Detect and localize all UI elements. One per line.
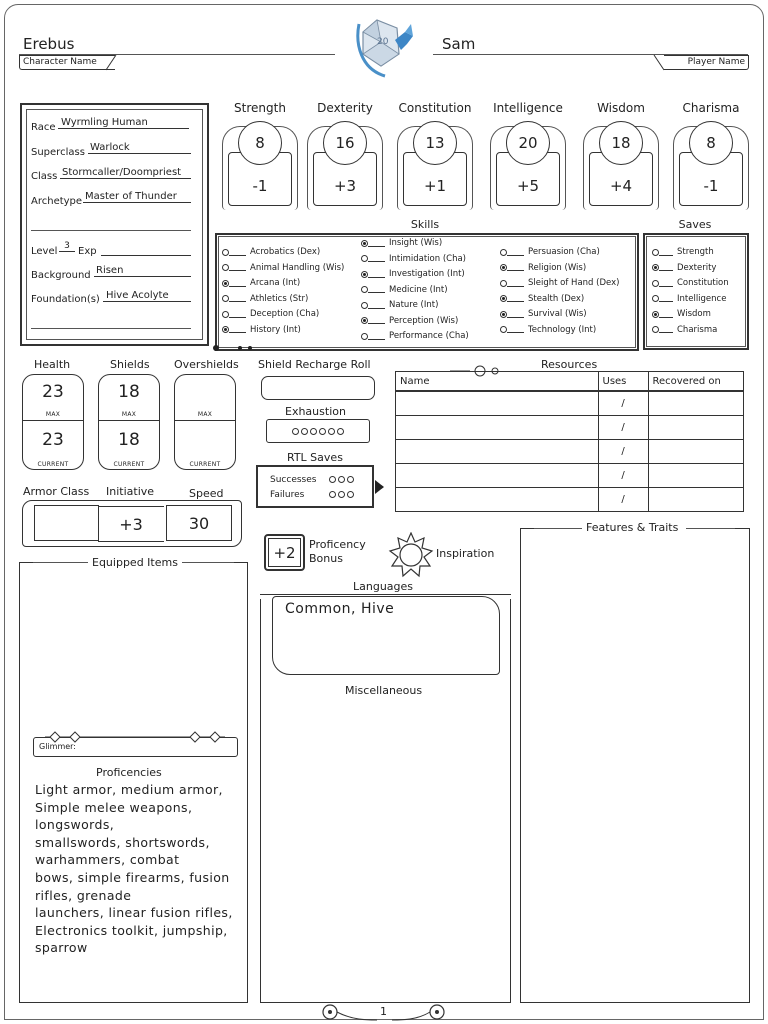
resource-recovered-cell[interactable] [648, 415, 743, 439]
max-label: MAX [45, 411, 61, 418]
save-item[interactable] [652, 278, 729, 288]
foundations-label: Foundation(s) [31, 294, 100, 305]
save-label: Wisdom [677, 309, 711, 319]
overshields-current[interactable] [182, 425, 228, 455]
proficiency-dot[interactable] [500, 326, 507, 333]
skill-label: Performance (Cha) [389, 331, 469, 341]
proficiencies-title: Proficencies [96, 766, 162, 779]
skill-label: Technology (Int) [528, 324, 597, 335]
skill-label: Arcana (Int) [250, 278, 301, 288]
shield-recharge-field[interactable] [261, 376, 375, 400]
skill-label: Perception (Wis) [389, 315, 459, 326]
save-label: Constitution [677, 278, 729, 288]
proficiency-dot[interactable] [222, 264, 229, 271]
skill-item[interactable] [222, 278, 300, 288]
resource-uses-cell[interactable]: / [598, 391, 648, 415]
proficiency-label-1: Proficency [309, 538, 366, 551]
misc-title: Miscellaneous [345, 684, 423, 697]
max-label: MAX [197, 411, 213, 418]
proficiency-dot[interactable] [222, 326, 229, 333]
resource-recovered-cell[interactable] [648, 391, 743, 415]
skill-label: Investigation (Int) [389, 269, 465, 279]
rtl-box [256, 465, 374, 508]
rtl-title: RTL Saves [287, 451, 343, 464]
features-title: Features & Traits [586, 521, 679, 534]
shields-max[interactable]: 18 [118, 382, 140, 402]
foundations-field[interactable]: Hive Acolyte [103, 290, 191, 302]
resource-uses-cell[interactable]: / [598, 487, 648, 511]
ability-score-wisdom[interactable]: 18 [599, 121, 643, 165]
resource-recovered-cell[interactable] [648, 439, 743, 463]
skill-item[interactable] [361, 300, 438, 310]
proficiency-dot[interactable] [222, 311, 229, 318]
proficiency-label-2: Bonus [309, 552, 343, 565]
proficiency-bonus-field[interactable]: +2 [264, 534, 305, 571]
resources-column-header: Name [396, 372, 598, 391]
background-field[interactable]: Risen [94, 265, 191, 277]
ability-score-strength[interactable]: 8 [238, 121, 282, 165]
skill-item[interactable] [500, 247, 600, 257]
proficiency-dot[interactable] [361, 240, 368, 247]
shields-current[interactable]: 18 [118, 430, 140, 450]
save-label: Dexterity [677, 262, 717, 273]
ability-name-wisdom: Wisdom [597, 101, 645, 115]
skill-item[interactable] [361, 254, 466, 264]
proficiency-dot[interactable] [652, 311, 659, 318]
rtl-failures-label: Failures [270, 490, 305, 500]
overshields-max[interactable] [182, 377, 228, 407]
resources-column-header: Recovered on [648, 372, 743, 391]
rtl-successes-pips[interactable] [329, 476, 354, 483]
proficiency-dot[interactable] [500, 280, 507, 287]
ability-score-constitution[interactable]: 13 [413, 121, 457, 165]
level-field[interactable]: 3 [59, 241, 75, 252]
ability-name-constitution: Constitution [398, 101, 472, 115]
ability-modifier-wisdom[interactable]: +4 [589, 152, 653, 206]
speed-label: Speed [189, 487, 224, 500]
languages-title: Languages [353, 580, 414, 593]
skill-item[interactable] [361, 269, 465, 279]
save-item[interactable] [652, 247, 714, 257]
proficiency-dot[interactable] [361, 333, 368, 340]
resource-uses-cell[interactable]: / [598, 463, 648, 487]
character-name[interactable]: Erebus [23, 35, 75, 53]
proficiency-dot[interactable] [222, 295, 229, 302]
skill-label: Acrobatics (Dex) [250, 247, 321, 257]
table-row[interactable] [396, 463, 743, 487]
proficiency-dot[interactable] [652, 249, 659, 256]
current-label: CURRENT [37, 461, 69, 468]
ability-score-intelligence[interactable]: 20 [506, 121, 550, 165]
skill-label: Insight (Wis) [389, 238, 443, 248]
skill-label: Intimidation (Cha) [389, 253, 466, 264]
character-name-label: Character Name [19, 55, 115, 70]
resources-column-header: Uses [598, 372, 648, 391]
player-name-label: Player Name [664, 55, 749, 70]
current-label: CURRENT [113, 461, 145, 468]
table-row[interactable] [396, 415, 743, 439]
exhaustion-pip[interactable] [310, 428, 317, 435]
proficiency-dot[interactable] [652, 280, 659, 287]
skill-item[interactable] [500, 325, 596, 335]
superclass-field[interactable]: Warlock [88, 142, 191, 154]
exhaustion-pip[interactable] [328, 428, 335, 435]
ability-name-intelligence: Intelligence [493, 101, 563, 115]
table-row[interactable] [396, 391, 743, 415]
proficiency-dot[interactable] [652, 264, 659, 271]
skill-item[interactable] [361, 238, 442, 248]
resources-table [395, 371, 744, 512]
save-item[interactable] [652, 309, 711, 319]
save-item[interactable] [652, 294, 726, 304]
health-max[interactable]: 23 [42, 382, 64, 402]
skill-label: Stealth (Dex) [528, 293, 585, 304]
archetype-field[interactable]: Master of Thunder [83, 191, 191, 203]
skill-item[interactable] [500, 278, 619, 288]
proficiency-dot[interactable] [222, 280, 229, 287]
exp-field[interactable] [101, 243, 191, 256]
proficiency-dot[interactable] [361, 271, 368, 278]
save-label: Strength [677, 247, 714, 257]
table-row[interactable] [396, 487, 743, 511]
saves-title: Saves [678, 218, 712, 231]
exhaustion-label: Exhaustion [285, 405, 346, 418]
rtl-failures-pips[interactable] [329, 491, 354, 498]
skill-item[interactable] [222, 263, 344, 273]
health-label: Health [34, 358, 71, 371]
table-row[interactable] [396, 439, 743, 463]
resource-recovered-cell[interactable] [648, 463, 743, 487]
skill-item[interactable] [500, 294, 584, 304]
page-number: 1 [380, 1005, 387, 1018]
proficiency-dot[interactable] [652, 326, 659, 333]
resource-name-cell[interactable] [396, 415, 598, 439]
ability-modifier-charisma[interactable]: -1 [679, 152, 743, 206]
proficiency-dot[interactable] [361, 255, 368, 262]
speed-field[interactable]: 30 [166, 505, 232, 541]
ability-modifier-dexterity[interactable]: +3 [313, 152, 377, 206]
resource-name-cell[interactable] [396, 439, 598, 463]
resource-name-cell[interactable] [396, 391, 598, 415]
class-label: Class [31, 171, 58, 182]
skill-item[interactable] [361, 331, 469, 341]
exhaustion-pip[interactable] [301, 428, 308, 435]
proficiency-dot[interactable] [652, 295, 659, 302]
initiative-field[interactable]: +3 [98, 506, 164, 542]
skill-item[interactable] [222, 294, 308, 304]
save-item[interactable] [652, 263, 716, 273]
shield-recharge-label: Shield Recharge Roll [258, 358, 371, 371]
health-current[interactable]: 23 [42, 430, 64, 450]
skill-label: Nature (Int) [389, 300, 439, 310]
shields-label: Shields [110, 358, 150, 371]
skill-item[interactable] [222, 247, 320, 257]
save-label: Intelligence [677, 293, 727, 304]
skill-label: History (Int) [250, 324, 301, 335]
features-panel[interactable] [520, 535, 750, 1003]
proficiency-dot[interactable] [361, 302, 368, 309]
inspiration-icon[interactable] [388, 532, 434, 581]
ability-score-charisma[interactable]: 8 [689, 121, 733, 165]
skill-label: Religion (Wis) [528, 262, 587, 273]
rtl-successes-label: Successes [270, 475, 317, 485]
skill-label: Deception (Cha) [250, 309, 320, 319]
resource-recovered-cell[interactable] [648, 487, 743, 511]
proficiency-dot[interactable] [500, 249, 507, 256]
proficiency-dot[interactable] [500, 295, 507, 302]
skill-label: Persuasion (Cha) [528, 247, 600, 257]
player-name[interactable]: Sam [442, 35, 476, 53]
resource-uses-cell[interactable]: / [598, 415, 648, 439]
skill-item[interactable] [500, 309, 587, 319]
skill-label: Animal Handling (Wis) [250, 262, 345, 273]
proficiency-dot[interactable] [361, 317, 368, 324]
svg-text:20: 20 [377, 37, 389, 47]
resource-name-cell[interactable] [396, 463, 598, 487]
resource-name-cell[interactable] [396, 487, 598, 511]
proficiencies-text[interactable]: Light armor, medium armor, Simple melee weapons, longswords, smallswords, shortswords, warhammers, combat bows, simple firearms, fusion rifles, grenade launchers, linear fusion rifles, Electronics toolkit, jumpship, sparrow [35, 782, 233, 956]
superclass-label: Superclass [31, 147, 85, 158]
max-label: MAX [121, 411, 137, 418]
languages-field[interactable]: Common, Hive [272, 596, 500, 675]
skill-label: Sleight of Hand (Dex) [528, 278, 620, 288]
ability-name-strength: Strength [234, 101, 286, 115]
level-label: Level [31, 246, 58, 257]
exp-label: Exp [78, 246, 97, 257]
race-field[interactable]: Wyrmling Human [58, 117, 189, 129]
ability-modifier-strength[interactable]: -1 [228, 152, 292, 206]
skill-item[interactable] [361, 316, 458, 326]
exhaustion-pip[interactable] [292, 428, 299, 435]
save-label: Charisma [677, 324, 718, 335]
ability-modifier-constitution[interactable]: +1 [403, 152, 467, 206]
exhaustion-pip[interactable] [319, 428, 326, 435]
race-label: Race [31, 122, 56, 133]
class-field[interactable]: Stormcaller/Doompriest [60, 167, 191, 179]
skills-title: Skills [410, 218, 440, 231]
proficiency-dot[interactable] [222, 249, 229, 256]
glimmer-label: Glimmer: [39, 742, 76, 751]
skill-label: Survival (Wis) [528, 309, 587, 319]
ability-name-dexterity: Dexterity [317, 101, 373, 115]
proficiency-dot[interactable] [361, 286, 368, 293]
skill-item[interactable] [361, 285, 448, 295]
background-label: Background [31, 270, 91, 281]
ability-score-dexterity[interactable]: 16 [323, 121, 367, 165]
resources-title: Resources [541, 358, 598, 371]
armor-class-label: Armor Class [23, 485, 90, 498]
ghost-d20-logo-icon [355, 14, 415, 80]
proficiency-dot[interactable] [500, 264, 507, 271]
proficiency-dot[interactable] [500, 311, 507, 318]
exhaustion-tracker[interactable] [266, 419, 370, 443]
current-label: CURRENT [189, 461, 221, 468]
initiative-label: Initiative [106, 485, 155, 498]
skill-label: Athletics (Str) [250, 293, 309, 304]
archetype-label: Archetype [31, 196, 83, 207]
equipped-items-title: Equipped Items [92, 556, 178, 569]
skill-label: Medicine (Int) [389, 284, 448, 295]
ability-name-charisma: Charisma [682, 101, 740, 115]
armor-class-field[interactable] [34, 505, 99, 541]
save-item[interactable] [652, 325, 717, 335]
exhaustion-pip[interactable] [337, 428, 344, 435]
inspiration-label: Inspiration [436, 547, 495, 560]
skill-item[interactable] [222, 309, 319, 319]
resource-uses-cell[interactable]: / [598, 439, 648, 463]
skill-item[interactable] [222, 325, 301, 335]
skill-item[interactable] [500, 263, 586, 273]
ability-modifier-intelligence[interactable]: +5 [496, 152, 560, 206]
overshields-label: Overshields [174, 358, 239, 371]
